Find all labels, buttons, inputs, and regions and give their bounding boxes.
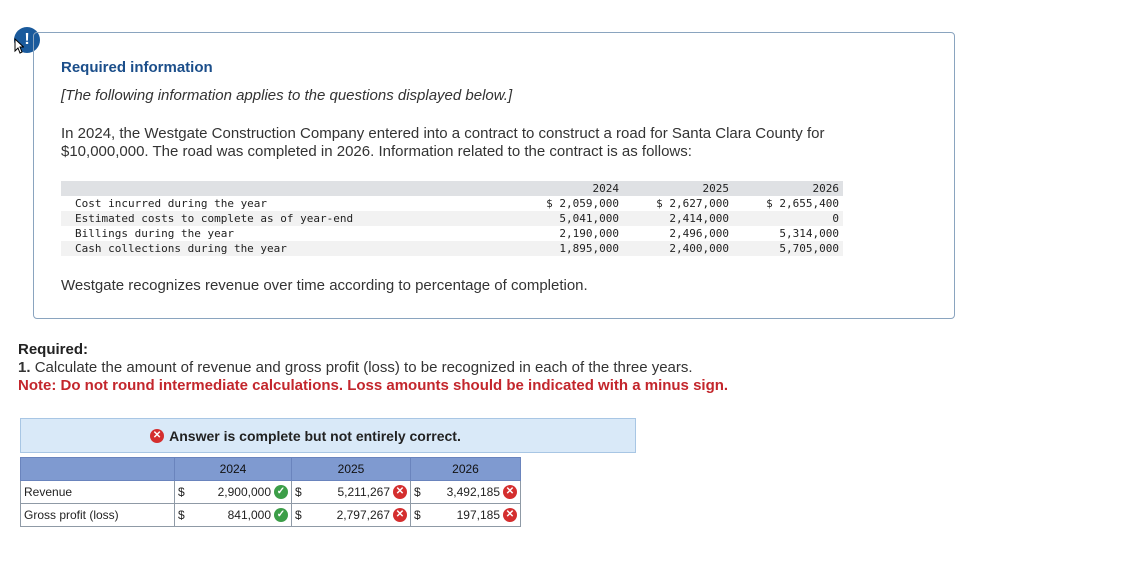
row-label: Estimated costs to complete as of year-end bbox=[61, 211, 509, 226]
answer-header-row bbox=[21, 458, 521, 481]
gross-profit-2025-field[interactable] bbox=[305, 504, 411, 527]
cell-value: 2,414,000 bbox=[619, 211, 729, 226]
header-blank bbox=[61, 181, 509, 196]
cell-value: 5,314,000 bbox=[729, 226, 839, 241]
answer-value: 841,000 bbox=[227, 508, 271, 522]
table-row-gross-profit bbox=[21, 504, 521, 527]
year-header: 2024 bbox=[509, 181, 619, 196]
applies-note: [The following information applies to the questions displayed below.] bbox=[61, 87, 513, 104]
year-header: 2026 bbox=[729, 181, 839, 196]
question-text bbox=[18, 359, 693, 376]
gross-profit-2026-field[interactable] bbox=[424, 504, 521, 527]
answer-value: 5,211,267 bbox=[337, 485, 390, 499]
cell-value: $ 2,655,400 bbox=[729, 196, 839, 211]
row-label: Revenue bbox=[21, 481, 175, 504]
row-label: Gross profit (loss) bbox=[21, 504, 175, 527]
x-circle-icon: ✕ bbox=[150, 429, 164, 443]
required-heading: Required: bbox=[18, 341, 89, 358]
required-information-heading: Required information bbox=[61, 59, 213, 76]
year-header: 2025 bbox=[292, 458, 411, 481]
answer-value: 3,492,185 bbox=[446, 485, 500, 499]
answer-value: 197,185 bbox=[456, 508, 500, 522]
table-header-row bbox=[61, 181, 843, 196]
question-number: 1. bbox=[18, 359, 31, 376]
cell-value: 2,496,000 bbox=[619, 226, 729, 241]
cell-value: $ 2,059,000 bbox=[509, 196, 619, 211]
revenue-2024-field[interactable] bbox=[188, 481, 292, 504]
answer-status-banner bbox=[20, 418, 636, 453]
cell-value: $ 2,627,000 bbox=[619, 196, 729, 211]
answer-table bbox=[20, 457, 521, 527]
currency-symbol: $ bbox=[411, 481, 425, 504]
answer-value: 2,797,267 bbox=[336, 508, 390, 522]
table-row bbox=[61, 211, 843, 226]
x-circle-icon: ✕ bbox=[503, 485, 517, 499]
x-circle-icon: ✕ bbox=[503, 508, 517, 522]
year-header: 2026 bbox=[411, 458, 521, 481]
table-row bbox=[61, 241, 843, 256]
currency-symbol: $ bbox=[411, 504, 425, 527]
cell-value: 5,705,000 bbox=[729, 241, 839, 256]
question-body: Calculate the amount of revenue and gross profit (loss) to be recognized in each of the three years. bbox=[34, 359, 693, 376]
row-label: Cost incurred during the year bbox=[61, 196, 509, 211]
table-row-revenue bbox=[21, 481, 521, 504]
cell-value: 2,190,000 bbox=[509, 226, 619, 241]
table-row bbox=[61, 226, 843, 241]
recognition-note: Westgate recognizes revenue over time according to percentage of completion. bbox=[61, 277, 588, 294]
contract-data-table bbox=[61, 181, 843, 256]
currency-symbol: $ bbox=[292, 504, 306, 527]
year-header: 2025 bbox=[619, 181, 729, 196]
contract-intro: In 2024, the Westgate Construction Company entered into a contract to construct a road for Santa Clara County for $10,000,000. The road was completed in 2026. Information related to the contract is as follows: bbox=[61, 125, 825, 160]
required-information-panel bbox=[33, 32, 955, 319]
header-blank bbox=[21, 458, 175, 481]
cell-value: 5,041,000 bbox=[509, 211, 619, 226]
year-header: 2024 bbox=[175, 458, 292, 481]
mouse-cursor-icon bbox=[14, 38, 24, 54]
instruction-note: Note: Do not round intermediate calculations. Loss amounts should be indicated with a minus sign. bbox=[18, 377, 729, 394]
gross-profit-2024-field[interactable] bbox=[188, 504, 292, 527]
alert-icon: ! bbox=[14, 27, 40, 53]
cell-value: 0 bbox=[729, 211, 839, 226]
x-circle-icon: ✕ bbox=[393, 508, 407, 522]
currency-symbol: $ bbox=[175, 504, 189, 527]
currency-symbol: $ bbox=[175, 481, 189, 504]
row-label: Cash collections during the year bbox=[61, 241, 509, 256]
cell-value: 2,400,000 bbox=[619, 241, 729, 256]
revenue-2026-field[interactable] bbox=[424, 481, 521, 504]
answer-value: 2,900,000 bbox=[217, 485, 271, 499]
currency-symbol: $ bbox=[292, 481, 306, 504]
cell-value: 1,895,000 bbox=[509, 241, 619, 256]
row-label: Billings during the year bbox=[61, 226, 509, 241]
check-circle-icon: ✓ bbox=[274, 485, 288, 499]
check-circle-icon: ✓ bbox=[274, 508, 288, 522]
x-circle-icon: ✕ bbox=[393, 485, 407, 499]
revenue-2025-field[interactable] bbox=[305, 481, 411, 504]
answer-status-text: Answer is complete but not entirely correct. bbox=[169, 427, 461, 444]
table-row bbox=[61, 196, 843, 211]
